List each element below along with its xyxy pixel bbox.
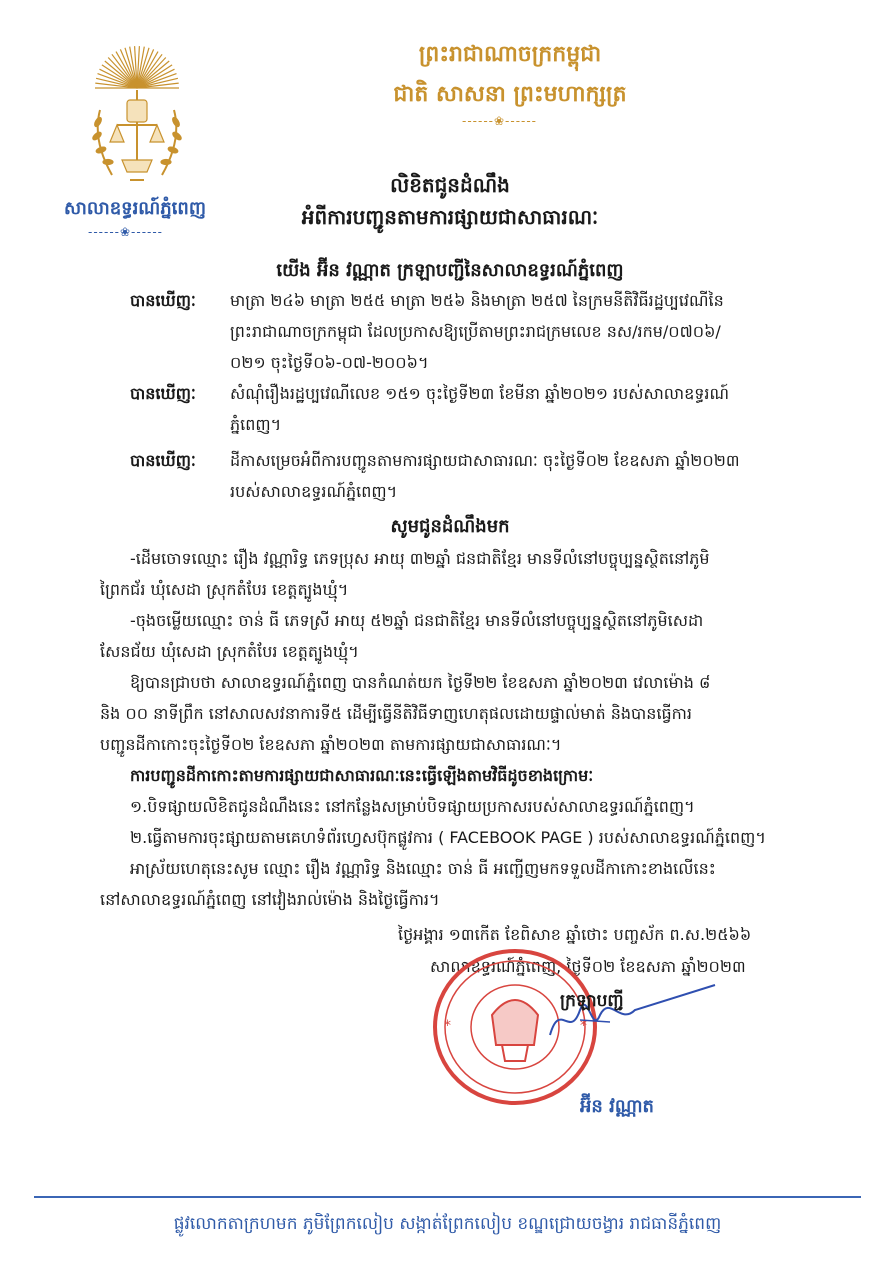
court-name: សាលាឧទ្ធរណ៍ភ្នំពេញ <box>64 198 206 219</box>
summons-line: អាស្រ័យហេតុនេះសូម ឈ្មោះ រឿង វណ្ណារិទ្ធ និងឈ្មោះ ចាន់ ធី អញ្ជើញមកទទួលដីកាកោះខាងលើនេះ <box>130 859 716 878</box>
summons-line: នៅសាលាឧទ្ធរណ៍ភ្នំពេញ នៅវៀងរាល់ម៉ោង និងថ្ងៃធ្វើការ។ <box>100 890 440 909</box>
defendant-line: សែនជ័យ ឃុំសេដា ស្រុកតំបែរ ខេត្តត្បូងឃ្មុំ។ <box>100 642 359 661</box>
plaintiff-line: ព្រៃកជ័រ ឃុំសេដា ស្រុកតំបែរ ខេត្តត្បូងឃ្មុំ។ <box>100 580 349 599</box>
defendant-line: -ចុងចម្លើយឈ្មោះ ចាន់ ធី ភេទស្រី អាយុ ៥២ឆ្នាំ ជនជាតិខ្មែរ មានទីលំនៅបច្ចុប្បន្នស្ថិតនៅភូមិសេដា <box>130 611 704 630</box>
plaintiff-line: -ដើមចោទឈ្មោះ រឿង វណ្ណារិទ្ធ ភេទប្រុស អាយុ ៣២ឆ្នាំ ជនជាតិខ្មែរ មានទីលំនៅបច្ចុប្បន្នស្ថិតនៅភូមិ <box>130 549 710 568</box>
footer-rule <box>34 1196 861 1198</box>
svg-text:*: * <box>580 1018 587 1034</box>
issuer-statement: យើង អ៊ីន វណ្ណាត ក្រឡាបញ្ជីនៃសាលាឧទ្ធរណ៍ភ្នំពេញ <box>276 260 624 281</box>
lunar-date: ថ្ងៃអង្គារ ១៣កើត ខែពិសាខ ឆ្នាំថោះ បញ្ចស័ក ព.ស.២៥៦៦ <box>398 925 752 944</box>
seen-text: ព្រះរាជាណាចក្រកម្ពុជា ដែលប្រកាសឱ្យប្រើតាមព្រះរាជក្រមលេខ នស/រកម/០៧០៦/ <box>230 322 721 341</box>
seen-text: សំណុំរឿងរដ្ឋប្បវេណីលេខ ១៥១ ចុះថ្ងៃទី២៣ ខែមីនា ឆ្នាំ២០២១ របស់សាលាឧទ្ធរណ៍ <box>230 384 730 403</box>
court-emblem-logo <box>82 40 192 195</box>
signatory-name: អ៊ីន វណ្ណាត <box>580 1096 654 1117</box>
document-subtitle: អំពីការបញ្ជូនតាមការផ្សាយជាសាធារណៈ <box>301 205 599 229</box>
method-item-2: ២.ធ្វើតាមការចុះផ្សាយតាមគេហទំព័រហ្វេសប៊ុកផ្លូវការ ( FACEBOOK PAGE ) របស់សាលាឧទ្ធរណ៍ភ្នំពេញ។ <box>130 828 766 847</box>
national-motto: ជាតិ សាសនា ព្រះមហាក្សត្រ <box>393 82 627 107</box>
signatory-title: ក្រឡាបញ្ជី <box>560 991 624 1011</box>
methods-heading: ការបញ្ជូនដីកាកោះតាមការផ្សាយជាសាធារណៈនេះធ្វើឡើងតាមវិធីដូចខាងក្រោមៈ <box>130 766 594 785</box>
kingdom-title: ព្រះរាជាណាចក្រកម្ពុជា <box>418 42 602 67</box>
hearing-line: និង ០០ នាទីព្រឹក នៅសាលសវនាការទី៥ ដើម្បីធ្វើនីតិវិធីទាញហេតុផលដោយផ្ទាល់មាត់ និងបានធ្វើការ <box>100 704 692 723</box>
seen-text: របស់សាលាឧទ្ធរណ៍ភ្នំពេញ។ <box>230 482 398 501</box>
document-title: លិខិតជូនដំណឹង <box>390 173 510 197</box>
seen-text: មាត្រា ២៤៦ មាត្រា ២៥៥ មាត្រា ២៥៦ និងមាត្រា ២៥៧ នៃក្រមនីតិវិធីរដ្ឋប្បវេណីនៃ <box>230 291 724 310</box>
court-name-separator: ------❀------ <box>88 225 164 239</box>
svg-text:*: * <box>444 1018 451 1034</box>
seen-label: បានឃើញៈ <box>130 291 196 310</box>
hearing-line: ឱ្យបានជ្រាបថា សាលាឧទ្ធរណ៍ភ្នំពេញ បានកំណត់យក ថ្ងៃទី២២ ខែឧសភា ឆ្នាំ២០២៣ វេលាម៉ោង ៨ <box>130 673 711 692</box>
hearing-line: បញ្ជូនដីកាកោះចុះថ្ងៃទី០២ ខែឧសភា ឆ្នាំ២០២៣ តាមការផ្សាយជាសាធារណៈ។ <box>100 735 562 754</box>
footer-address: ផ្លូវលោកតាក្រហមក ភូមិព្រែកលៀប សង្កាត់ព្រែកលៀប ខណ្ឌជ្រោយចង្វារ រាជធានីភ្នំពេញ <box>173 1214 722 1234</box>
seen-text: ភ្នំពេញ។ <box>230 415 282 434</box>
notice-heading: សូមជូនដំណឹងមក <box>390 516 510 537</box>
seen-label: បានឃើញៈ <box>130 384 196 403</box>
seen-text: ដីកាសម្រេចអំពីការបញ្ជូនតាមការផ្សាយជាសាធារណៈ ចុះថ្ងៃទី០២ ខែឧសភា ឆ្នាំ២០២៣ <box>230 451 740 470</box>
method-item-1: ១.បិទផ្សាយលិខិតជូនដំណឹងនេះ នៅកន្លែងសម្រាប់បិទផ្សាយប្រកាសរបស់សាលាឧទ្ធរណ៍ភ្នំពេញ។ <box>130 797 695 816</box>
solar-date: សាលាឧទ្ធរណ៍ភ្នំពេញ, ថ្ងៃទី០២ ខែឧសភា ឆ្នាំ២០២៣ <box>430 957 746 976</box>
seen-text: ០២១ ចុះថ្ងៃទី០៦-០៧-២០០៦។ <box>230 353 429 372</box>
seen-label: បានឃើញៈ <box>130 451 196 470</box>
motto-separator: ------❀------ <box>462 114 538 128</box>
